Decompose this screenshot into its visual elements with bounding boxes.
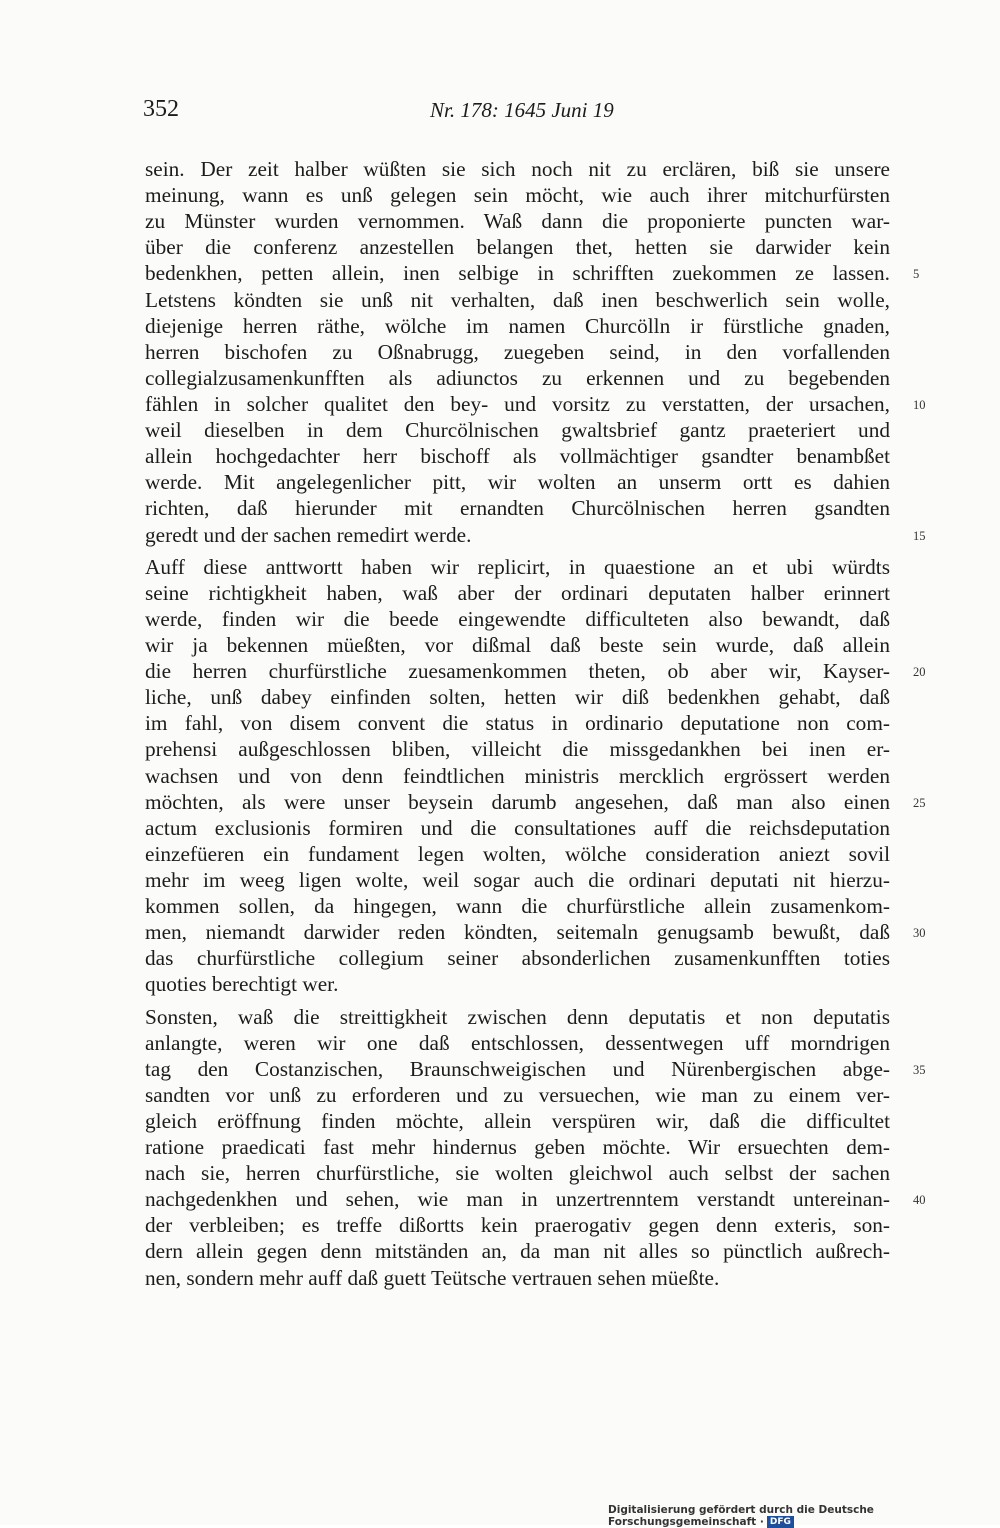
text-line: nen, sondern mehr auff daß guett Teütsche vertrauen sehen müeßte. [145, 1265, 720, 1290]
margin-line-number: 40 [913, 1193, 926, 1208]
text-line: kommen sollen, da hingegen, wann die churfürstliche allein zusamenkom- [145, 894, 890, 919]
text-line: richten, daß hierunder mit ernandten Churcölnischen herren gsandten [145, 496, 890, 521]
text-line: fählen in solcher qualitet den bey- und vorsitz zu verstatten, der ursachen, 10 [145, 391, 926, 416]
text-line: anlangte, weren wir one daß entschlossen, dessentwegen uff morndrigen [145, 1030, 890, 1055]
text-line: werde, finden wir die beede eingewendte difficulteten also bewandt, daß [145, 606, 890, 631]
margin-line-number: 5 [913, 267, 920, 282]
text-line: wachsen und von denn feindtlichen ministris mercklich ergrössert werden [145, 763, 890, 788]
margin-line-number: 15 [913, 528, 926, 543]
body-text [145, 156, 926, 1291]
text-line: über die conferenz anzestellen belangen thet, hetten sie darwider kein [145, 235, 890, 260]
text-line: gleich eröffnung finden möchte, allein verspüren wir, daß die difficultet [145, 1108, 890, 1133]
text-line: weil dieselben in dem Churcölnischen gwaltsbrief gantz praeteriert und [145, 418, 890, 443]
text-line: das churfürstliche collegium seiner absonderlichen zusamenkunfften toties [145, 946, 890, 971]
margin-line-number: 20 [913, 665, 926, 680]
text-line: sein. Der zeit halber wüßten sie sich noch nit zu erclären, biß sie unsere [145, 157, 890, 181]
text-line: dern allein gegen denn mitständen an, da man nit alles so pünctlich außrech- [145, 1239, 890, 1264]
dfg-logo: DFG [767, 1516, 794, 1528]
text-line: herren bischofen zu Oßnabrugg, zuegeben seind, in den vorfallenden [145, 339, 890, 364]
text-line: men, niemandt darwider reden köndten, seitemaln genugsamb bewußt, daß 30 [145, 920, 926, 945]
text-line: nach sie, herren churfürstliche, sie wolten gleichwol auch selbst der sachen [145, 1161, 890, 1186]
digitization-footer [608, 1504, 1000, 1528]
text-line: allein hochgedachter herr bischoff als vollmächtiger gsandter benambßet [145, 444, 890, 469]
text-line: der verbleiben; es treffe dißortts kein praerogativ gegen denn exteris, son- [145, 1213, 890, 1238]
text-line: prehensi außgeschlossen bliben, villeicht die missgedankhen bei inen er- [145, 737, 890, 762]
text-line: mehr im weeg ligen wolte, weil sogar auch die ordinari deputati nit hierzu- [145, 867, 890, 892]
text-line: diejenige herren räthe, wölche im namen Churcölln ir fürstliche gnaden, [145, 313, 890, 338]
text-line: möchten, als were unser beysein darumb angesehen, daß man also einen 25 [145, 789, 926, 814]
text-line: im fahl, von disem convent die status in ordinario deputatione non com- [145, 711, 890, 736]
margin-line-number: 25 [913, 795, 926, 810]
text-line: collegialzusamenkunfften als adiunctos zu erkennen und zu begebenden [145, 365, 890, 390]
margin-line-number: 10 [913, 397, 926, 412]
text-line: einzefüeren ein fundament legen wolten, wölche consideration aniezt sovil [145, 841, 890, 866]
text-line: wir ja bekennen müeßten, vor dißmal daß beste sein wurde, daß allein [145, 632, 890, 657]
text-line: geredt und der sachen remedirt werde. 15 [145, 522, 926, 547]
text-line: sandten vor unß zu erforderen und zu versuechen, wie man zu einem ver- [145, 1082, 890, 1107]
margin-line-number: 35 [913, 1062, 926, 1077]
text-line: tag den Costanzischen, Braunschweigischen und Nürenbergischen abge- 35 [145, 1056, 926, 1081]
text-line: Sonsten, waß die streittigkheit zwischen denn deputatis et non deputatis [145, 1004, 890, 1029]
text-line: die herren churfürstliche zuesamenkommen theten, ob aber wir, Kayser- 20 [145, 659, 926, 684]
text-line: Auff diese anttwortt haben wir replicirt, in quaestione an et ubi würdts [145, 554, 890, 579]
text-line: zu Münster wurden vernommen. Waß dann die proponierte puncten war- [145, 209, 890, 234]
footer-credit: Digitalisierung gefördert durch die Deutsche Forschungsgemeinschaft · [608, 1504, 874, 1528]
margin-line-number: 30 [913, 926, 926, 941]
text-line: Letstens köndten sie unß nit verhalten, daß inen beschwerlich sein wolle, [145, 287, 890, 312]
page-number: 352 [143, 96, 179, 122]
text-line: seine richtigkheit haben, waß aber der ordinari deputaten halber erinnert [145, 580, 890, 605]
text-line: werde. Mit angelegenlicher pitt, wir wolten an unserm ortt es dahien [145, 470, 890, 495]
running-head: Nr. 178: 1645 Juni 19 [430, 98, 614, 122]
text-line: meinung, wann es unß gelegen sein möcht, wie auch ihrer mitchurfürsten [145, 183, 890, 208]
text-line: actum exclusionis formiren und die consultationes auff die reichsdeputation [145, 815, 890, 840]
text-line: quoties berechtigt wer. [145, 972, 339, 997]
text-line: ratione praedicati fast mehr hindernus geben möchte. Wir ersuechten dem- [145, 1135, 890, 1160]
text-line: liche, unß dabey einfinden solten, hetten wir diß bedenkhen gehabt, daß [145, 685, 890, 710]
text-line: bedenkhen, petten allein, inen selbige in schrifften zuekommen ze lassen. 5 [145, 261, 920, 286]
text-line: nachgedenkhen und sehen, wie man in unzertrenntem verstandt untereinan- 40 [145, 1187, 926, 1212]
